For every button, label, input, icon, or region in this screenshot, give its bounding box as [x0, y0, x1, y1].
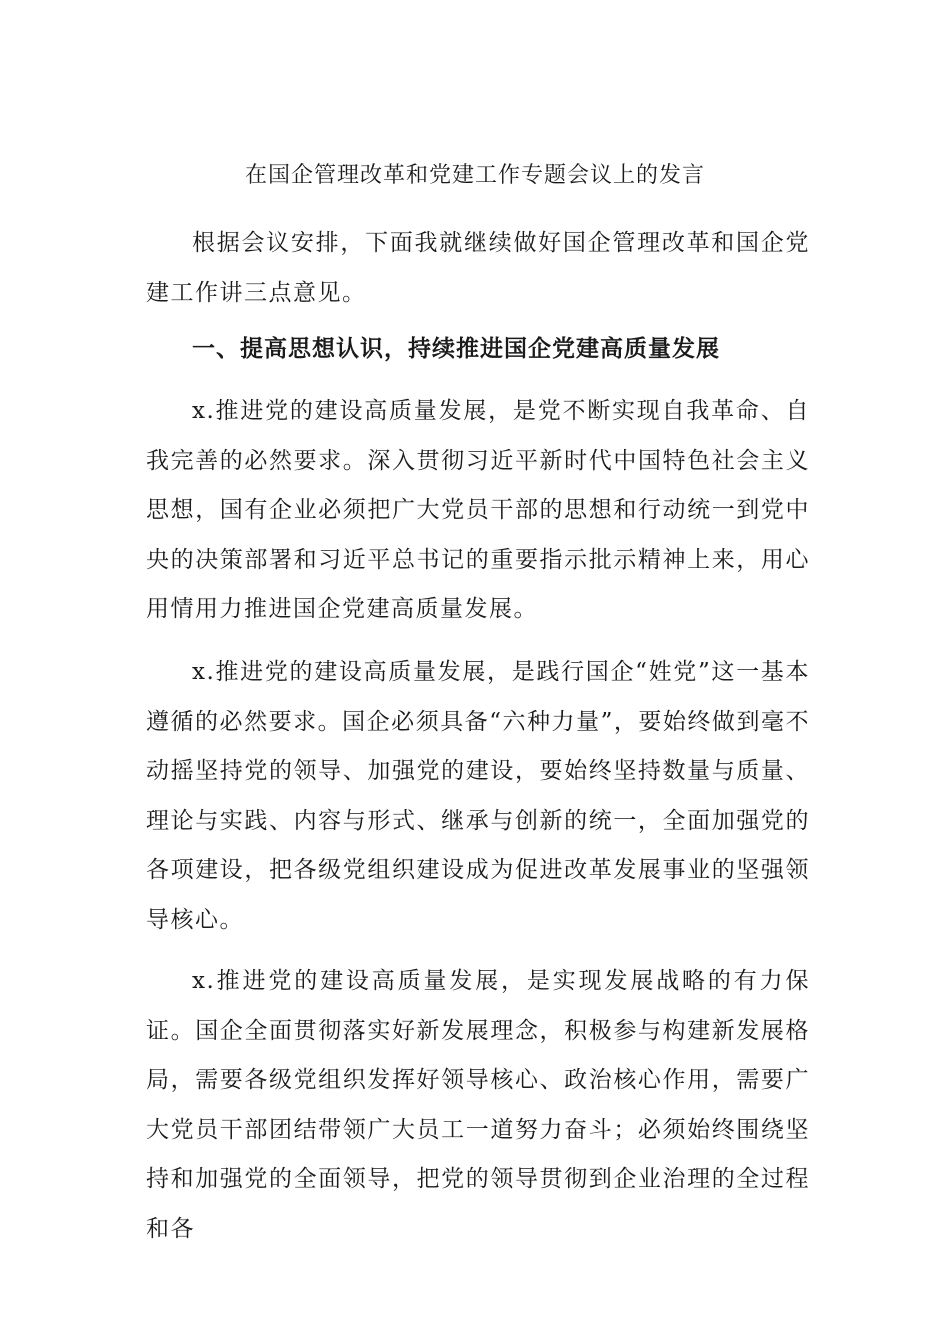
body-paragraph-1: x.推进党的建设高质量发展，是党不断实现自我革命、自我完善的必然要求。深入贯彻习近平新时代中国特色社会主义思想，国有企业必须把广大党员干部的思想和行动统一到党中央的决策部署和习近平总书记的重要指示批示精神上来，用心用情用力推进国企党建高质量发展。 [146, 398, 810, 622]
document-title: 在国企管理改革和党建工作专题会议上的发言 [244, 163, 705, 188]
body-paragraph-2: x.推进党的建设高质量发展，是践行国企“姓党”这一基本遵循的必然要求。国企必须具备“六种力量”，要始终做到毫不动摇坚持党的领导、加强党的建设，要始终坚持数量与质量、理论与实践、内容与形式、继承与创新的统一，全面加强党的各项建设，把各级党组织建设成为促进改革发展事业的坚强领导核心。 [146, 659, 810, 933]
section-one-heading: 一、提高思想认识，持续推进国企党建高质量发展 [192, 336, 720, 362]
intro-paragraph: 根据会议安排，下面我就继续做好国企管理改革和国企党建工作讲三点意见。 [146, 230, 810, 306]
body-paragraph-3: x.推进党的建设高质量发展，是实现发展战略的有力保证。国企全面贯彻落实好新发展理念，积极参与构建新发展格局，需要各级党组织发挥好领导核心、政治核心作用，需要广大党员干部团结带领广大员工一道努力奋斗；必须始终围绕坚持和加强党的全面领导，把党的领导贯彻到企业治理的全过程和各 [146, 968, 810, 1242]
